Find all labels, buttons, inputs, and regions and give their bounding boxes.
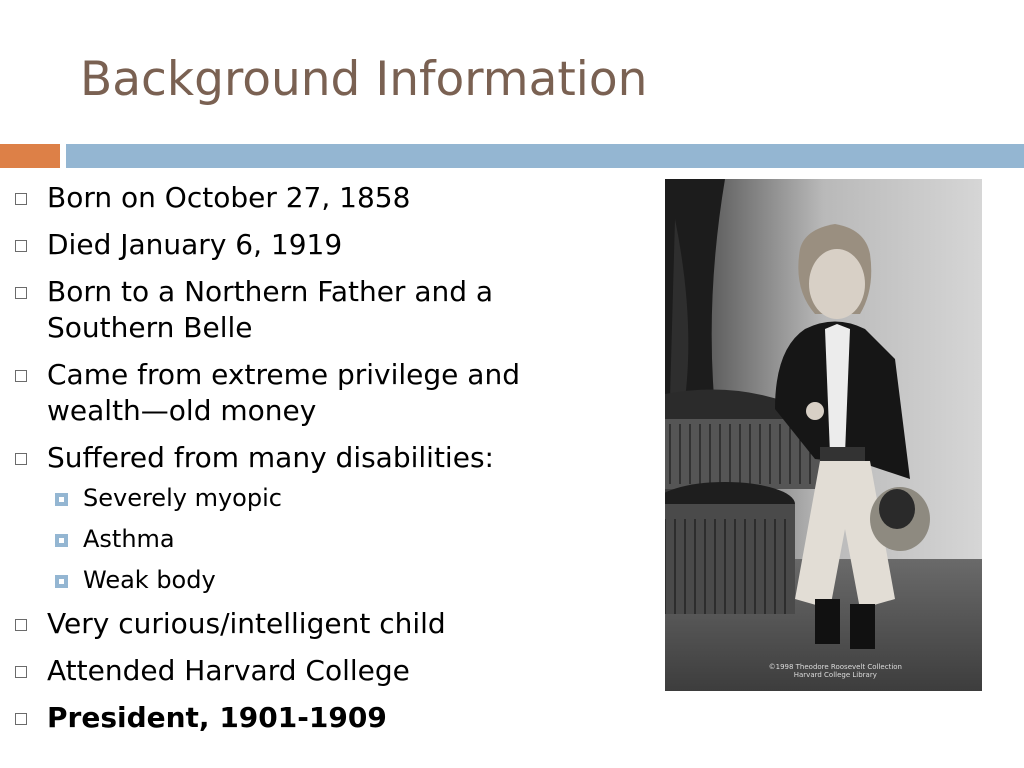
bullet-text: Attended Harvard College (47, 654, 410, 687)
child-portrait-illustration (665, 179, 982, 691)
bullet-text: Suffered from many disabilities: (47, 441, 494, 474)
sub-bullet-item (10, 565, 600, 595)
photo-credit (769, 663, 902, 679)
sub-bullet-item (10, 483, 600, 513)
bullet-text: Born on October 27, 1858 (47, 181, 411, 214)
sub-bullet-text: Weak body (83, 566, 216, 594)
bullet-text: Very curious/intelligent child (47, 607, 446, 640)
hollow-square-bullet-icon (15, 370, 27, 382)
sub-bullet-item (10, 524, 600, 554)
bullet-item (10, 180, 600, 216)
filled-square-bullet-icon (55, 534, 68, 547)
filled-square-bullet-icon (55, 575, 68, 588)
hollow-square-bullet-icon (15, 619, 27, 631)
hollow-square-bullet-icon (15, 193, 27, 205)
bullet-item (10, 274, 600, 346)
bullet-item (10, 440, 600, 476)
bullet-item-final (10, 700, 600, 736)
bullet-text: Died January 6, 1919 (47, 228, 343, 261)
bullet-item (10, 357, 600, 429)
hollow-square-bullet-icon (15, 240, 27, 252)
sub-bullet-group (10, 483, 600, 595)
bullet-item (10, 227, 600, 263)
bullet-text: President, 1901-1909 (47, 701, 387, 734)
sub-bullet-list (10, 483, 600, 595)
bullet-list (10, 180, 600, 747)
hollow-square-bullet-icon (15, 287, 27, 299)
hollow-square-bullet-icon (15, 713, 27, 725)
bullet-text: Born to a Northern Father and a Southern Belle (47, 275, 494, 344)
filled-square-bullet-icon (55, 493, 68, 506)
accent-bar-orange (0, 144, 60, 168)
sub-bullet-text: Severely myopic (83, 484, 282, 512)
sub-bullet-text: Asthma (83, 525, 175, 553)
photo-credit-line: ©1998 Theodore Roosevelt Collection (768, 663, 902, 671)
accent-bar-blue (66, 144, 1024, 168)
hollow-square-bullet-icon (15, 666, 27, 678)
bullet-item (10, 606, 600, 642)
bullet-text: Came from extreme privilege and wealth—old money (47, 358, 520, 427)
historical-photo (665, 179, 982, 691)
hollow-square-bullet-icon (15, 453, 27, 465)
bullet-item (10, 653, 600, 689)
photo-credit-line: Harvard College Library (793, 671, 877, 679)
slide-title: Background Information (80, 52, 648, 107)
